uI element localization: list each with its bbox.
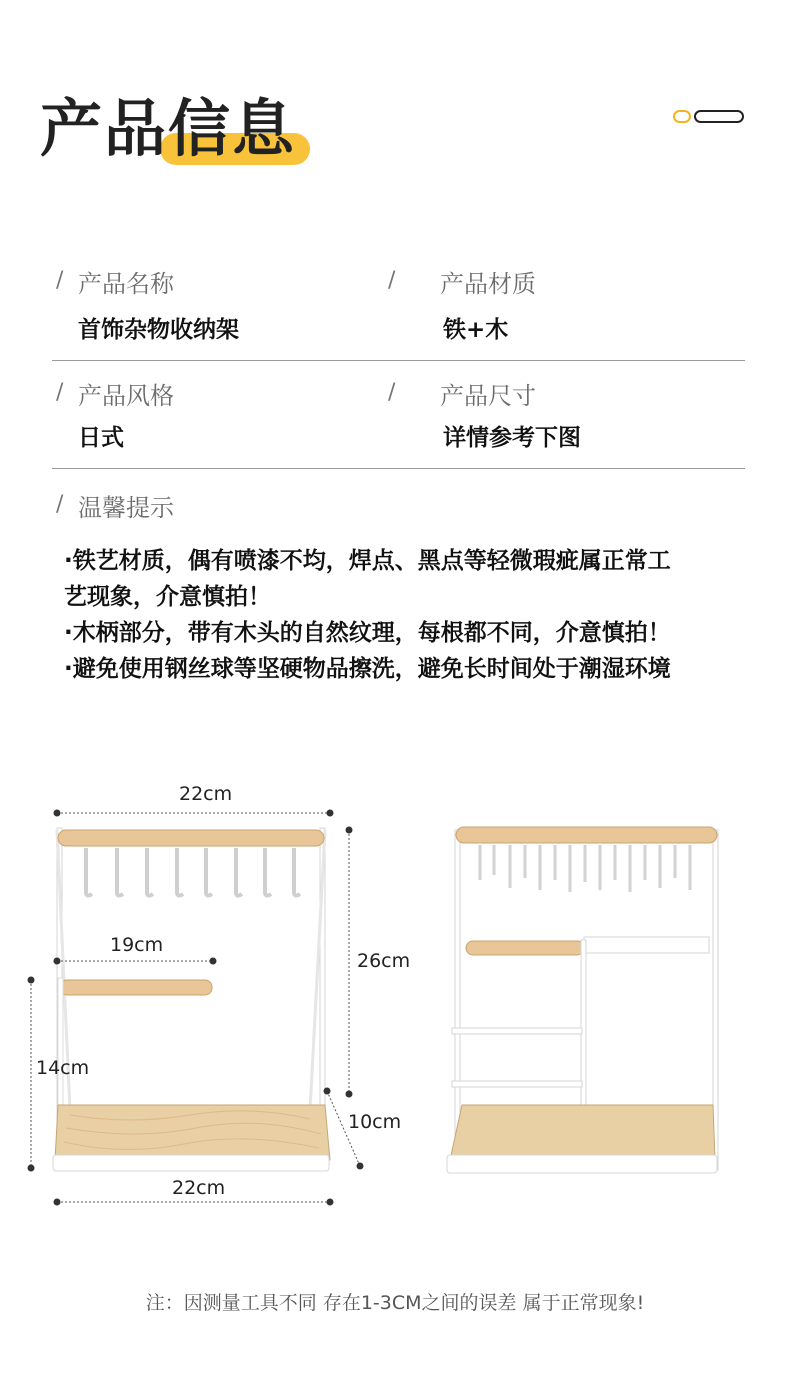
slash-mark: / [388, 380, 396, 405]
material-label: 产品材质 [440, 270, 536, 298]
slash-mark: / [56, 380, 64, 405]
product-dimension-diagram [0, 760, 790, 1220]
bar-height-label: 14cm [36, 1057, 90, 1079]
slash-mark: / [388, 268, 396, 293]
pager-bar-icon [694, 110, 744, 123]
base-width-label: 22cm [172, 1177, 226, 1199]
depth-label: 10cm [348, 1111, 402, 1133]
tip-line: 艺现象，介意慎拍！ [64, 584, 271, 610]
divider [52, 468, 745, 469]
name-label: 产品名称 [78, 270, 174, 298]
tip-line: ·铁艺材质，偶有喷漆不均，焊点、黑点等轻微瑕疵属正常工 [64, 548, 671, 574]
bar-width-label: 19cm [110, 934, 164, 956]
measurement-note: 注：因测量工具不同 存在1-3CM之间的误差 属于正常现象! [145, 1292, 645, 1314]
style-label: 产品风格 [78, 382, 174, 410]
pager-dot-icon [673, 110, 691, 123]
tips-label: 温馨提示 [78, 494, 174, 522]
size-value: 详情参考下图 [443, 425, 581, 451]
page-title: 产品信息 [40, 92, 297, 165]
slash-mark: / [56, 492, 64, 517]
material-value: 铁+木 [443, 317, 509, 343]
tip-line: ·木柄部分，带有木头的自然纹理，每根都不同，介意慎拍！ [64, 620, 671, 646]
name-value: 首饰杂物收纳架 [78, 317, 239, 343]
style-value: 日式 [78, 425, 124, 451]
slash-mark: / [56, 268, 64, 293]
height-label: 26cm [357, 950, 411, 972]
size-label: 产品尺寸 [440, 382, 536, 410]
tip-line: ·避免使用钢丝球等坚硬物品擦洗，避免长时间处于潮湿环境 [64, 656, 671, 682]
divider [52, 360, 745, 361]
top-width-label: 22cm [179, 783, 233, 805]
